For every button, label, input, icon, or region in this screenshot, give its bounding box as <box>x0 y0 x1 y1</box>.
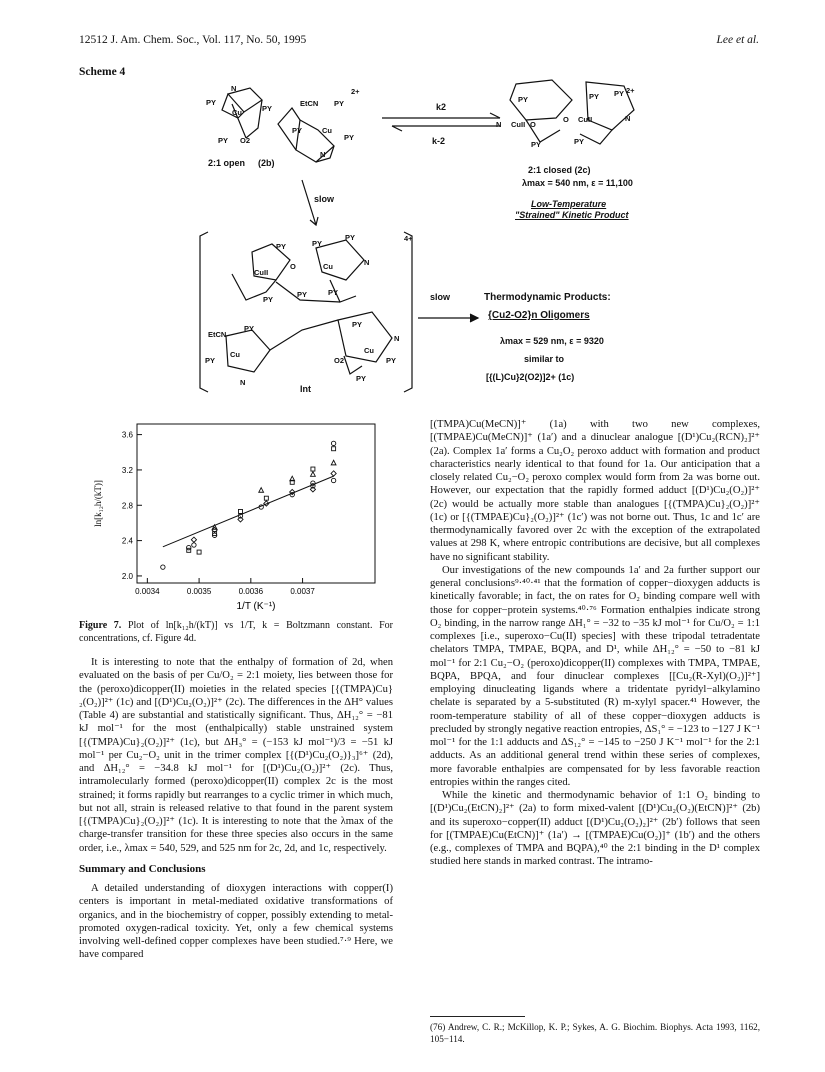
y-tick-label: 3.2 <box>121 465 133 475</box>
int-label: Int <box>300 384 311 394</box>
n-label: N <box>231 84 237 93</box>
scheme-title: Scheme 4 <box>79 66 126 78</box>
py-label: PY <box>356 374 367 383</box>
y-tick-label: 3.6 <box>121 430 133 440</box>
thermo-title: Thermodynamic Products: <box>484 292 611 303</box>
data-point-square <box>238 509 242 513</box>
data-point-square <box>264 496 268 500</box>
o-label: O <box>563 115 569 124</box>
py-label: PY <box>292 126 303 135</box>
py-label: PY <box>328 288 339 297</box>
paragraph: A detailed understanding of dioxygen interactions with copper(I) centers is important in metal-mediated oxidative transformations of organics, and in the biochemistry of copper, possibly extending to metal-promoted oxygen-radical toxicity. Yet, only a few chemical systems involving well-defined copper complexes have been studied.⁷·⁹ Here, we have compared <box>79 883 393 961</box>
data-point-square <box>332 447 336 451</box>
similar-label: similar to <box>524 354 565 364</box>
n-label: N <box>625 114 631 123</box>
cu-label: Cu <box>323 262 333 271</box>
n-label: N <box>394 334 400 343</box>
fit-line <box>163 476 334 547</box>
scheme-drawing <box>0 0 825 400</box>
closed-caption: 2:1 closed (2c) <box>528 165 591 175</box>
charge-label: 2+ <box>351 87 360 96</box>
slow-label: slow <box>314 194 335 204</box>
data-point-circle <box>192 543 196 547</box>
py-label: PY <box>218 136 229 145</box>
cu-label: CuII <box>511 120 526 129</box>
cu-label: Cu <box>364 346 374 355</box>
cu-label: CuII <box>578 115 593 124</box>
y-tick-label: 2.8 <box>121 501 133 511</box>
o-label: O <box>290 262 296 271</box>
data-point-circle <box>161 565 165 569</box>
x-tick-label: 0.0037 <box>290 587 315 596</box>
y-tick-label: 2.0 <box>121 571 133 581</box>
caption-lead: Figure 7. <box>79 620 122 631</box>
py-label: PY <box>244 324 255 333</box>
data-point-diamond <box>331 471 336 476</box>
k2-label: k2 <box>436 102 447 112</box>
x-tick-label: 0.0036 <box>238 587 264 596</box>
py-label: PY <box>386 356 397 365</box>
py-label: PY <box>262 104 273 113</box>
py-label: PY <box>312 239 323 248</box>
x-tick-label: 0.0034 <box>135 587 160 596</box>
author-running-title: Lee et al. <box>716 34 759 46</box>
py-label: PY <box>518 95 529 104</box>
data-point-diamond <box>191 537 196 542</box>
etcn-label: EtCN <box>300 99 319 108</box>
py-label: PY <box>263 295 274 304</box>
py-label: PY <box>297 290 308 299</box>
footnote-rule <box>430 1016 525 1017</box>
y-axis-label: ln[k₁₂h/(kT)] <box>93 480 103 527</box>
closed-lambda: λmax = 540 nm, ε = 11,100 <box>522 178 633 188</box>
py-label: PY <box>205 356 216 365</box>
n-label: N <box>364 258 370 267</box>
py-label: PY <box>206 98 217 107</box>
open-caption: 2:1 open <box>208 158 246 168</box>
lowtemp-title-1: Low-Temperature <box>531 199 607 209</box>
n-cu-label: CuII <box>254 268 269 277</box>
py-label: PY <box>344 133 355 142</box>
cu-label: Cu <box>230 350 240 359</box>
data-point-circle <box>331 478 335 482</box>
cu-label: Cu <box>322 126 332 135</box>
figure-7-chart <box>79 418 393 618</box>
plot-frame <box>137 424 375 583</box>
paragraph: Our investigations of the new compounds 1a′ and 2a further support our general conclusions⁹·⁴⁰·⁴¹ that the formation of copper−dioxygen adducts is kinetically favorable; in fact, the on rates for O₂ binding compare well with those for copper−protein systems.⁴⁰·⁷⁶ Formation enthalpies indicate strong O₂ binding, in the narrow range ΔH₁° = −32 to −35 kJ mol⁻¹ for Cu/O₂ = 1:1 complexes [i.e., superoxo−Cu(II) species] with these tripodal tetradentate chelators TMPA, TMPAE, BQPA, and D¹, while ΔH₁₂° = −50 to −81 kJ mol⁻¹ for 2:1 Cu₂−O₂ (peroxo)dicopper(II) complexes with TMPA, TMPAE, BQPA, BPQA, and four dinuclear complexes [[Cu₂(R-Xyl)(O₂)]²⁺] employing dinucleating ligands where a tridentate pyridyl−alkylamino chelate is separated by a 5-substituted (R) m-xylyl spacer.⁴¹ However, the room-temperature stability of all of these copper−dioxygen adducts is precluded by strongly negative reaction entropies, ΔS₁° = −123 to −127 J K⁻¹ mol⁻¹ for the 1:1 adducts and ΔS₁₂° = −145 to −250 J K⁻¹ mol⁻¹ for the 2:1 adducts. As an additional general trend within these series of complexes, more favorable enthalpies are compensated for by less favorable reaction entropies within the ranges cited. <box>430 564 760 788</box>
slow-label: slow <box>430 292 451 302</box>
scatter-plot <box>79 418 393 618</box>
py-label: PY <box>574 137 585 146</box>
caption-text: Plot of ln[k₁₂h/(kT)] vs 1/T, k = Boltzmann constant. For concentrations, cf. Figure 4d. <box>79 620 393 644</box>
scheme-4 <box>0 0 825 400</box>
paragraph: While the kinetic and thermodynamic behavior of 1:1 O₂ binding to [(D¹)Cu₂(EtCN)₂]²⁺ (2a) to form mixed-valent [(D¹)Cu₂(O₂)(EtCN)]²⁺ (2b) and its superoxo−copper(II) adduct [(D¹)Cu₂(O₂)₂]²⁺ (2b′) follows that seen for [(TMPAE)Cu(EtCN)]⁺ (1a′) → [(TMPAE)Cu(O₂)]⁺ (1b′) and the others (e.g., complexes of TMPA and BQPA),⁴⁰ the 2:1 binding in the D¹ complex studied here stands in marked contrast. The intramo- <box>430 790 760 868</box>
data-point-circle <box>331 441 335 445</box>
int-lambda: λmax = 529 nm, ε = 9320 <box>500 336 604 346</box>
py-label: PY <box>345 233 356 242</box>
py-label: PY <box>589 92 600 101</box>
n-label: N <box>496 120 502 129</box>
data-point-triangle <box>331 460 336 465</box>
py-label: PY <box>352 320 363 329</box>
data-point-square <box>197 550 201 554</box>
paragraph: It is interesting to note that the enthalpy of formation of 2d, when evaluated on the basis of per Cu/O₂ = 2:1 moiety, lies between those for the (peroxo)dicopper(II) moieties in the related species [{(TMPA)Cu}₂(O₂)]²⁺ (1c) and [(D¹)Cu₂(O₂)]²⁺ (2c). The differences in the ΔH° values (Table 4) are substantial and statistically significant. Thus, ΔH₁₂° = −81 kJ mol⁻¹ for the most (enthalpically) stable unstrained system [{(TMPA)Cu}₂(O₂)]²⁺ (1c), but ΔH₃° = (−153 kJ mol⁻¹)/3 = −51 kJ mol⁻¹ per Cu₂−O₂ unit in the trimer complex [{(D¹)Cu₂(O₂)}₃]⁶⁺ (2d), and ΔH₁₂° = −34.8 kJ mol⁻¹ for [(D¹)Cu₂(O₂)]²⁺ (2c). Thus, intramolecularly formed (peroxo)dicopper(II) complex 2c is the most strained; it forms rapidly but rearranges to a cyclic trimer in which much, but not all, strain is released relative to that found in the parent system [{(TMPA)Cu}₂(O₂)]²⁺ (1c). It is interesting to note that the λmax of the charge-transfer transition for these three species also occurs in the same order, i.e., λmax = 540, 529, and 525 nm for 2c, 2d, and 1c, respectively. <box>79 657 393 854</box>
x-axis-label: 1/T (K⁻¹) <box>236 601 276 612</box>
right-column <box>430 418 760 869</box>
footnote: (76) Andrew, C. R.; McKillop, K. P.; Sykes, A. G. Biochim. Biophys. Acta 1993, 1162, 105−114. <box>430 1022 760 1044</box>
y-tick-label: 2.4 <box>121 536 133 546</box>
py-label: PY <box>614 89 625 98</box>
py-label: PY <box>276 242 287 251</box>
etcn-label: EtCN <box>208 330 227 339</box>
k-minus2-label: k-2 <box>432 136 446 146</box>
similar-formula: [{(L)Cu}2(O2)]2+ (1c) <box>486 372 575 382</box>
data-point-triangle <box>311 472 316 477</box>
x-tick-label: 0.0035 <box>186 587 212 596</box>
journal-citation: 12512 J. Am. Chem. Soc., Vol. 117, No. 50, 1995 <box>79 34 307 46</box>
o2-label: O2 <box>240 136 251 145</box>
paragraph: [(TMPA)Cu(MeCN)]⁺ (1a) with two new complexes, [(TMPAE)Cu(MeCN)]⁺ (1a′) and a dinuclear analogue [(D¹)Cu₂(RCN)₂]²⁺ (2a). Complex 1a′ forms a Cu₂O₂ peroxo adduct with formation and product characteristics nearly identical to that found for 1a. Our anticipation that a closely related Cu₂−O₂ peroxo complex would form from 2a was borne out. However, our expectation that the rapidly formed adduct [(D¹)Cu₂(O₂)]²⁺ (2c) would be actually more stable than analogues [{(TMPA)Cu}₂(O₂)]²⁺ (1c) or [{(TMPAE)Cu}₂(O₂)]²⁺ (1c′) was not borne out. Thus, 1c and 1c′ are thermodynamically favored over 2c with the exception of the extrapolated values at 298 K, where entropic contributions are decisive, but all complexes have no significant stability. <box>430 419 760 563</box>
o-label: O <box>530 120 536 129</box>
o2-label: O2 <box>334 356 345 365</box>
data-point-triangle <box>259 488 264 493</box>
charge-label: 2+ <box>626 86 635 95</box>
data-point-circle <box>187 545 191 549</box>
open-id: (2b) <box>258 158 275 168</box>
data-point-square <box>311 467 315 471</box>
section-heading: Summary and Conclusions <box>79 862 206 875</box>
cu-label: Cu <box>232 108 242 117</box>
lowtemp-title-2: "Strained" Kinetic Product <box>515 210 629 220</box>
n-label: N <box>240 378 246 387</box>
figure-caption <box>79 619 393 645</box>
py-label: PY <box>531 140 542 149</box>
charge-label: 4+ <box>404 234 413 243</box>
py-label: PY <box>334 99 345 108</box>
n-label: N <box>320 150 326 159</box>
oligomers-label: {Cu2-O2}n Oligomers <box>488 310 590 321</box>
left-column <box>79 656 393 962</box>
